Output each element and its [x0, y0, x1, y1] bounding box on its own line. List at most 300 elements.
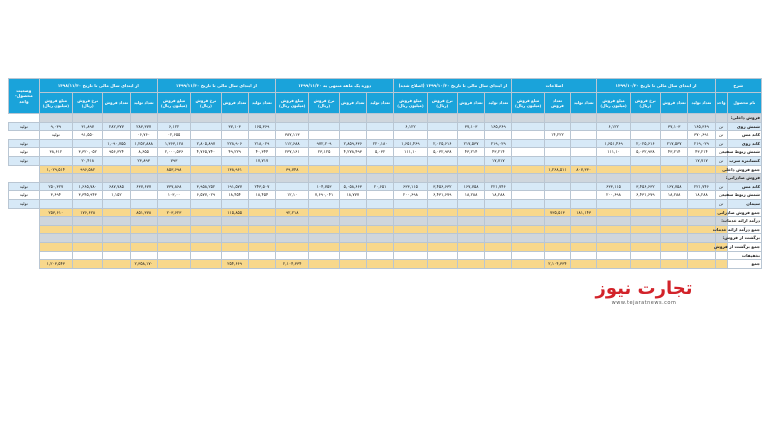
table-cell: ۶۳۳,۱۱۵ — [597, 182, 630, 191]
table-cell — [73, 251, 103, 260]
table-cell — [427, 165, 457, 174]
table-cell: ۹۷۲,۲۰۹ — [309, 139, 339, 148]
sales-report-table — [8, 78, 762, 269]
sub-header: تعداد تولید — [366, 93, 393, 114]
table-cell — [130, 191, 157, 200]
table-cell — [366, 114, 393, 123]
table-cell — [191, 199, 221, 208]
table-cell — [39, 242, 72, 251]
table-cell — [191, 225, 221, 234]
row-label: شمش ربوط سفید — [727, 148, 761, 157]
sub-header: تعداد فروش — [661, 93, 688, 114]
table-cell — [597, 251, 630, 260]
table-cell: ۳۸۷,۱۱۳ — [276, 131, 309, 140]
table-cell — [512, 251, 544, 260]
table-row — [9, 131, 762, 140]
table-cell — [544, 251, 570, 260]
table-cell — [39, 217, 72, 226]
table-cell — [191, 174, 221, 183]
table-cell: ۲۸۲,۳۷۷ — [103, 122, 130, 131]
table-cell — [630, 217, 660, 226]
table-cell — [339, 131, 366, 140]
table-cell — [339, 260, 366, 269]
sub-header: نرخ فروش (ریال) — [427, 93, 457, 114]
table-cell — [366, 191, 393, 200]
table-cell — [630, 122, 660, 131]
table-cell: ۴۳,۲۱۴ — [661, 148, 688, 157]
table-cell — [571, 199, 597, 208]
table-row — [9, 174, 762, 183]
table-cell — [191, 131, 221, 140]
table-cell: ۱,۱۵۲ — [103, 191, 130, 200]
unit-cell: تن — [715, 191, 727, 200]
row-label: درآمد ارائه خدمات: — [727, 217, 761, 226]
table-cell — [457, 251, 484, 260]
table-cell — [221, 199, 248, 208]
table-cell: ۱۹۱,۵۷۷ — [221, 182, 248, 191]
table-cell — [309, 260, 339, 269]
row-label: جمع فروش صادراتی — [727, 208, 761, 217]
table-cell — [688, 114, 715, 123]
table-cell — [661, 156, 688, 165]
header-period-previous: از ابتدای سال مالی تا تاریخ ۱۳۹۸/۱۱/۳۰ — [39, 79, 157, 93]
sub-header: تعداد تولید — [130, 93, 157, 114]
table-cell — [157, 234, 190, 243]
table-cell — [394, 199, 427, 208]
table-cell: ۳۷,۱۰۳ — [661, 122, 688, 131]
row-label: جمع برگشت از فروش — [727, 242, 761, 251]
table-cell — [661, 234, 688, 243]
table-cell — [394, 225, 427, 234]
table-cell — [597, 242, 630, 251]
table-cell — [103, 114, 130, 123]
table-cell — [157, 251, 190, 260]
table-cell — [309, 251, 339, 260]
table-cell: ۱,۰۲۹,۵۱۴ — [39, 165, 72, 174]
table-cell — [73, 139, 103, 148]
table-cell — [457, 174, 484, 183]
table-cell: ۶,۱۲۲ — [157, 122, 190, 131]
table-cell — [571, 131, 597, 140]
table-cell: ۳,۴۵۶,۶۳۲ — [630, 182, 660, 191]
table-cell — [39, 225, 72, 234]
table-cell: ۲۴۳,۵۰۷ — [248, 182, 275, 191]
table-cell — [309, 199, 339, 208]
table-cell — [103, 174, 130, 183]
table-cell — [339, 251, 366, 260]
sub-header: تعداد فروش — [103, 93, 130, 114]
table-cell: ۱۱۱,۱۰ — [597, 148, 630, 157]
table-cell — [309, 208, 339, 217]
table-cell — [276, 182, 309, 191]
table-cell — [366, 234, 393, 243]
table-cell: ۱,۶۵۱,۴۶۹ — [394, 139, 427, 148]
table-cell — [597, 217, 630, 226]
table-cell — [221, 114, 248, 123]
table-cell: ۱۶۷,۷۵۸ — [457, 182, 484, 191]
sub-header-unit: واحد — [715, 93, 727, 114]
table-cell — [248, 251, 275, 260]
table-cell — [512, 208, 544, 217]
table-cell — [103, 225, 130, 234]
unit-cell: تن — [715, 182, 727, 191]
table-cell: ۱۴,۲۲۲ — [544, 131, 570, 140]
table-cell — [485, 208, 512, 217]
table-cell — [309, 225, 339, 234]
table-row — [9, 191, 762, 200]
table-cell — [276, 242, 309, 251]
table-cell: ۴۳,۲۱۴ — [457, 148, 484, 157]
table-cell: ۸۵۳,۶۹۸ — [157, 165, 190, 174]
table-cell — [597, 208, 630, 217]
table-cell — [544, 122, 570, 131]
table-cell: ۹۹۶,۵۸۲ — [73, 165, 103, 174]
table-cell: ۲۳,۱۲۵ — [309, 148, 339, 157]
table-cell — [339, 217, 366, 226]
table-cell: ۵,۰۵۸,۶۶۳ — [339, 182, 366, 191]
sub-header: تعداد تولید — [571, 93, 597, 114]
table-cell — [512, 148, 544, 157]
table-cell — [512, 156, 544, 165]
table-cell — [276, 156, 309, 165]
table-cell — [103, 242, 130, 251]
table-cell — [544, 234, 570, 243]
table-cell — [457, 234, 484, 243]
sub-header: مبلغ فروش (میلیون ریال) — [394, 93, 427, 114]
table-cell: ۶,۱۲۲ — [394, 122, 427, 131]
table-cell: ۱۷,۷۱۷ — [248, 156, 275, 165]
table-cell — [544, 225, 570, 234]
unit-cell — [715, 260, 727, 269]
table-cell — [394, 131, 427, 140]
table-cell — [39, 234, 72, 243]
table-cell — [73, 174, 103, 183]
table-cell — [597, 260, 630, 269]
table-cell: ۱۸,۴۵۴ — [221, 191, 248, 200]
table-cell — [103, 260, 130, 269]
table-cell — [661, 242, 688, 251]
table-cell: تولید — [9, 156, 40, 165]
table-cell — [394, 165, 427, 174]
table-cell — [366, 208, 393, 217]
table-cell: ۲,۰۲۵,۶۱۶ — [427, 139, 457, 148]
table-cell — [73, 260, 103, 269]
sub-header: نرخ فروش (ریال) — [630, 93, 660, 114]
table-cell — [512, 131, 544, 140]
table-cell: ۱,۶۵۱,۴۶۹ — [597, 139, 630, 148]
row-label: کنسانتره سرب — [727, 156, 761, 165]
table-cell — [630, 251, 660, 260]
table-cell — [512, 242, 544, 251]
table-cell: ۲۰۳,۶۲۳ — [157, 208, 190, 217]
table-cell — [485, 165, 512, 174]
table-cell — [661, 174, 688, 183]
table-cell: ۲,۸۰۵,۸۹۷ — [191, 139, 221, 148]
table-cell — [427, 156, 457, 165]
row-label: تخفیفات — [727, 251, 761, 260]
table-cell: ۳۷,۱۰۳ — [221, 122, 248, 131]
table-cell — [427, 242, 457, 251]
table-cell — [309, 122, 339, 131]
table-cell: ۷۳۷,۸۶۸ — [157, 182, 190, 191]
table-cell — [191, 156, 221, 165]
table-cell — [157, 242, 190, 251]
table-cell — [221, 234, 248, 243]
table-cell — [544, 182, 570, 191]
table-cell: ۰۲,۶۵۵ — [157, 131, 190, 140]
table-cell — [394, 174, 427, 183]
table-cell — [130, 251, 157, 260]
table-cell — [394, 114, 427, 123]
table-cell — [427, 199, 457, 208]
table-cell — [457, 114, 484, 123]
table-cell — [457, 217, 484, 226]
table-cell — [688, 234, 715, 243]
table-cell — [276, 122, 309, 131]
table-cell — [221, 217, 248, 226]
table-cell — [191, 251, 221, 260]
table-cell — [339, 114, 366, 123]
table-cell: ۲۰,۶۵۱ — [366, 182, 393, 191]
table-cell — [366, 199, 393, 208]
table-cell: ۴,۲۷۸,۴۹۳ — [339, 148, 366, 157]
table-cell — [457, 225, 484, 234]
table-cell — [512, 122, 544, 131]
table-cell — [73, 199, 103, 208]
table-cell — [630, 234, 660, 243]
table-cell: ۱۸,۴۵۴ — [248, 191, 275, 200]
table-cell — [571, 217, 597, 226]
table-cell — [339, 174, 366, 183]
table-cell — [309, 156, 339, 165]
table-cell — [366, 156, 393, 165]
table-cell — [688, 208, 715, 217]
table-cell — [248, 242, 275, 251]
table-cell — [630, 131, 660, 140]
table-cell — [394, 208, 427, 217]
header-adjustments: اصلاحات — [512, 79, 597, 93]
table-cell — [366, 251, 393, 260]
table-cell: ۳,۳۲۰,۰۵۲ — [73, 148, 103, 157]
table-cell — [661, 114, 688, 123]
table-row — [9, 234, 762, 243]
row-label: شمش ربوط سفید — [727, 191, 761, 200]
table-cell — [661, 165, 688, 174]
table-cell: ۵,۰۳۲,۹۳۸ — [427, 148, 457, 157]
header-period-current: از ابتدای سال مالی تا تاریخ ۱۳۹۹/۱۱/۳۰ — [157, 79, 275, 93]
table-cell — [571, 114, 597, 123]
table-row — [9, 165, 762, 174]
table-cell — [157, 114, 190, 123]
table-cell: ۲۲۱,۷۴۶ — [688, 182, 715, 191]
table-cell: ۳,۶۹۴ — [39, 191, 72, 200]
table-cell: ۲۲۸,۹۰۶ — [221, 139, 248, 148]
logo-url: www.tejaratnews.com — [611, 300, 677, 306]
table-cell — [661, 225, 688, 234]
table-cell — [457, 156, 484, 165]
table-cell — [427, 208, 457, 217]
table-cell — [276, 251, 309, 260]
table-cell — [427, 234, 457, 243]
table-cell — [130, 234, 157, 243]
table-cell: ۱۶۵,۳۶۹ — [248, 122, 275, 131]
table-cell — [366, 217, 393, 226]
table-cell — [248, 208, 275, 217]
table-cell: ۹۵۶,۳۲۴ — [103, 148, 130, 157]
table-cell — [630, 156, 660, 165]
table-cell: ۰۶,۷۶۰ — [130, 131, 157, 140]
table-row — [9, 199, 762, 208]
table-row — [9, 182, 762, 191]
sub-header: نرخ فروش (ریال) — [309, 93, 339, 114]
table-cell — [39, 174, 72, 183]
table-cell — [512, 225, 544, 234]
header-period-adjusted: از ابتدای سال مالی تا تاریخ ۱۳۹۹/۱۰/۳۰ (اصلاح شده) — [394, 79, 512, 93]
table-cell: ۱۷,۷۱۷ — [688, 156, 715, 165]
table-cell — [309, 174, 339, 183]
table-cell — [485, 251, 512, 260]
table-cell: ۳,۴۵۶,۶۳۲ — [427, 182, 457, 191]
row-label: فروش داخلی: — [727, 114, 761, 123]
table-cell — [191, 122, 221, 131]
table-cell — [485, 199, 512, 208]
table-cell — [394, 260, 427, 269]
table-cell — [276, 114, 309, 123]
table-row — [9, 251, 762, 260]
table-cell — [73, 225, 103, 234]
table-cell — [191, 242, 221, 251]
row-label: شمش روی — [727, 122, 761, 131]
table-cell — [191, 234, 221, 243]
table-cell — [571, 139, 597, 148]
table-cell — [427, 131, 457, 140]
financial-table-container — [8, 78, 762, 269]
table-cell: ۲۸۳,۳۷۷ — [130, 122, 157, 131]
header-group-row — [9, 79, 762, 93]
table-cell — [544, 217, 570, 226]
table-cell — [394, 217, 427, 226]
table-cell — [339, 199, 366, 208]
table-cell — [103, 165, 130, 174]
table-cell — [103, 251, 130, 260]
table-row — [9, 242, 762, 251]
unit-cell: تن — [715, 139, 727, 148]
table-cell — [191, 114, 221, 123]
table-cell: ۵,۰۳۲ — [366, 148, 393, 157]
table-cell — [103, 217, 130, 226]
table-cell — [394, 234, 427, 243]
table-cell — [457, 260, 484, 269]
table-cell: ۱۷۶,۶۲۸ — [73, 208, 103, 217]
table-cell — [39, 199, 72, 208]
table-cell: ۱۶۵,۳۶۹ — [485, 122, 512, 131]
row-label: کاتد روی — [727, 139, 761, 148]
table-cell — [512, 174, 544, 183]
row-label: جمع درآمد ارائه خدمات — [727, 225, 761, 234]
table-cell — [339, 122, 366, 131]
table-cell — [661, 208, 688, 217]
table-cell — [103, 234, 130, 243]
table-cell: ۱,۲۵۲,۸۸۸ — [130, 139, 157, 148]
table-cell: ۲۱۷,۵۳۷ — [661, 139, 688, 148]
table-cell — [130, 225, 157, 234]
table-cell: ۲۲۱,۷۴۶ — [485, 182, 512, 191]
table-cell — [366, 225, 393, 234]
logo-text: تجارت نیوز — [595, 278, 693, 299]
table-cell: ۲۰۰,۶۹۸ — [597, 191, 630, 200]
table-cell — [597, 114, 630, 123]
table-cell: ۲۰,۴۱۸ — [73, 156, 103, 165]
table-cell: ۲۱۹,۰۲۹ — [485, 139, 512, 148]
table-cell: ۱۸,۲۸۸ — [688, 191, 715, 200]
table-cell: ۱۰۴,۷۵۳ — [309, 182, 339, 191]
sub-header: مبلغ فروش (میلیون ریال) — [157, 93, 190, 114]
table-cell — [485, 242, 512, 251]
table-cell — [339, 156, 366, 165]
table-cell — [103, 156, 130, 165]
table-cell — [221, 131, 248, 140]
table-cell — [103, 131, 130, 140]
table-cell: ۶۸۷,۷۸۵ — [103, 182, 130, 191]
table-cell — [688, 225, 715, 234]
table-cell — [339, 234, 366, 243]
table-cell — [221, 156, 248, 165]
table-cell — [512, 199, 544, 208]
table-cell — [248, 114, 275, 123]
table-cell — [597, 234, 630, 243]
sub-header: تعداد فروش — [221, 93, 248, 114]
table-cell — [394, 251, 427, 260]
table-cell — [191, 260, 221, 269]
table-cell — [571, 242, 597, 251]
table-cell — [157, 174, 190, 183]
table-cell — [457, 208, 484, 217]
table-cell — [544, 156, 570, 165]
table-cell — [248, 234, 275, 243]
table-cell — [544, 199, 570, 208]
table-cell — [427, 251, 457, 260]
table-cell: ۶,۴۳۱,۶۷۹ — [630, 191, 660, 200]
table-cell — [485, 174, 512, 183]
table-cell — [276, 199, 309, 208]
header-description: شرح — [715, 79, 761, 93]
header-status: وضعیت محصول- واحد — [9, 79, 40, 114]
table-cell — [571, 225, 597, 234]
header-period-1: از ابتدای سال مالی تا تاریخ ۱۳۹۹/۱۰/۳۰ — [597, 79, 715, 93]
table-cell — [366, 131, 393, 140]
table-cell — [661, 199, 688, 208]
table-cell: تولید — [9, 148, 40, 157]
table-cell: ۷۹۳ — [157, 156, 190, 165]
table-cell — [221, 174, 248, 183]
table-cell: ۲۱۸,۰۲۹ — [248, 139, 275, 148]
table-cell — [512, 260, 544, 269]
sub-header: مبلغ فروش (میلیون ریال) — [39, 93, 72, 114]
unit-cell: تن — [715, 199, 727, 208]
table-cell: ۴۳,۲۱۴ — [688, 148, 715, 157]
table-cell — [485, 225, 512, 234]
table-cell — [597, 156, 630, 165]
table-cell — [309, 165, 339, 174]
table-cell — [427, 217, 457, 226]
table-cell: ۲۵۴,۶۶۹ — [221, 260, 248, 269]
table-cell — [130, 165, 157, 174]
table-cell — [485, 260, 512, 269]
table-cell — [130, 242, 157, 251]
table-cell — [661, 217, 688, 226]
table-cell: ۲,۰۰۰,۵۳۶ — [157, 148, 190, 157]
table-cell: ۵,۰۳۲,۹۳۸ — [630, 148, 660, 157]
